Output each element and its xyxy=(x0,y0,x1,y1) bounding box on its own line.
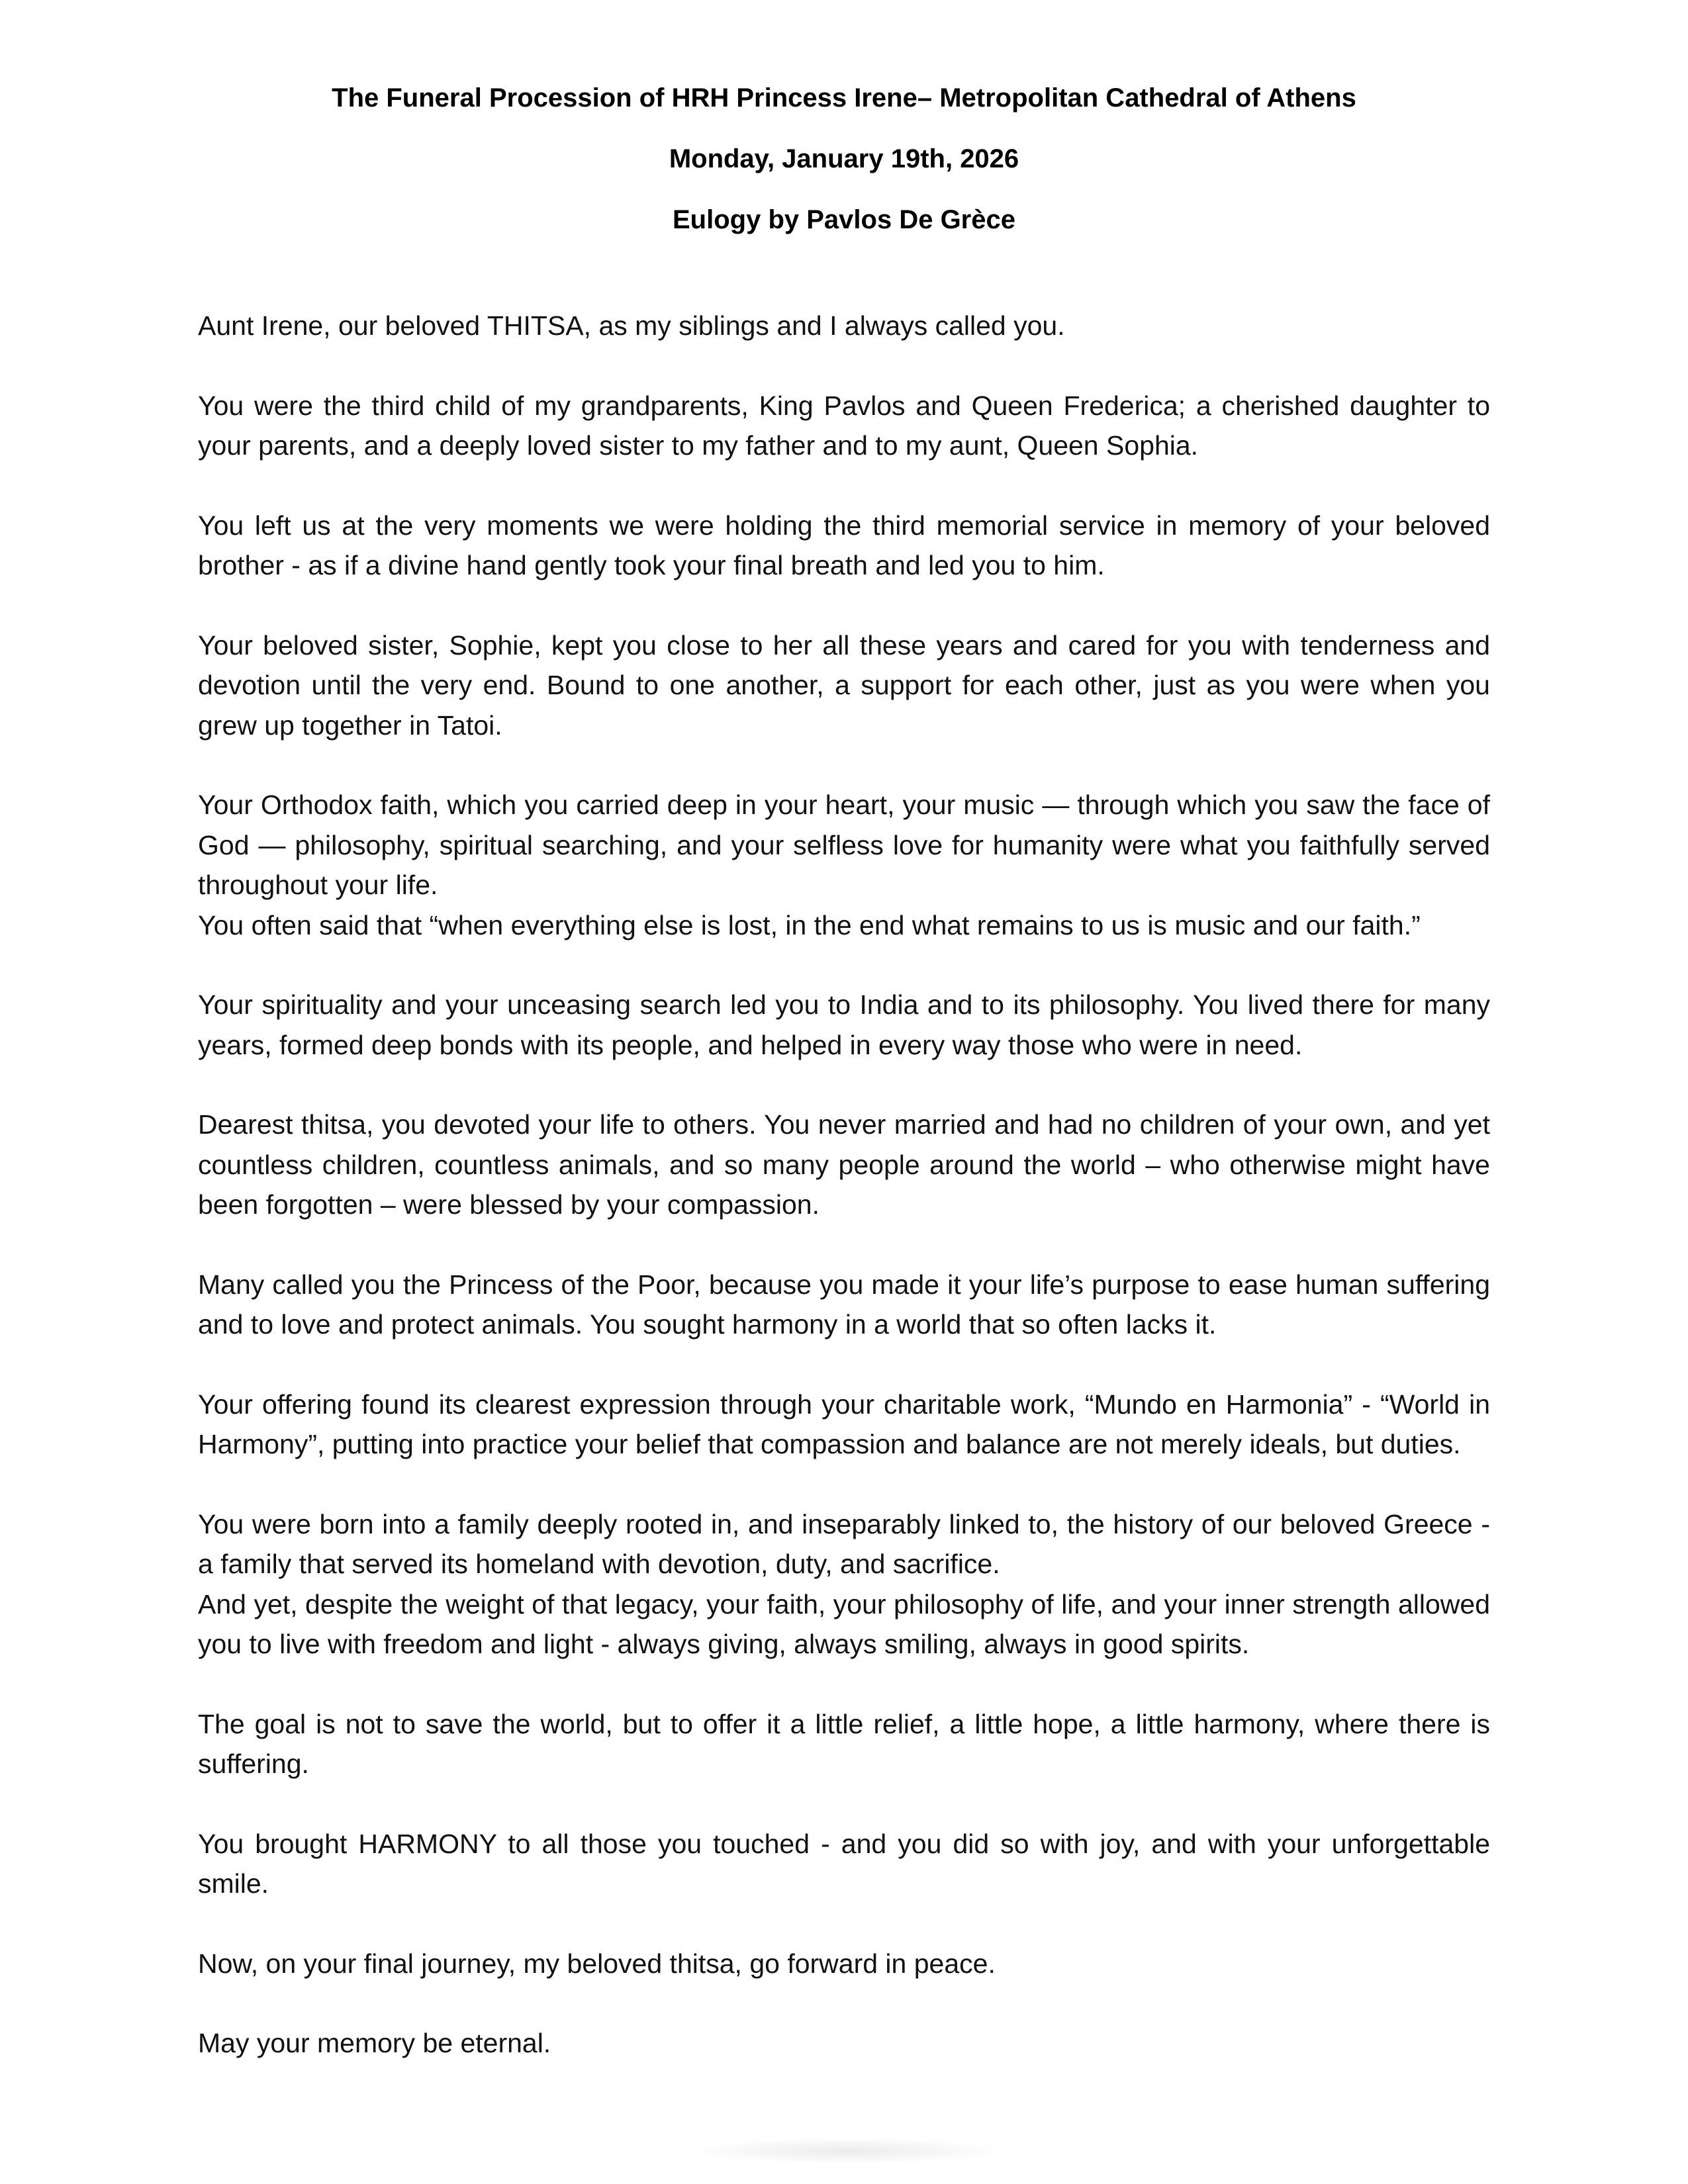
paragraph-princess-of-poor: Many called you the Princess of the Poor, because you made it your life’s purpose to ease human suffering and to love and protect animals. You sought harmony in a world that so often lacks it. xyxy=(198,1269,1490,1340)
paragraph-heritage: You were born into a family deeply rooted in, and inseparably linked to, the history of our beloved Greece - a family that served its homeland with devotion, duty, and sacrifice. xyxy=(198,1508,1490,1579)
paragraph-india: Your spirituality and your unceasing search led you to India and to its philosophy. You lived there for many years, formed deep bonds with its people, and helped in every way those who were in need. xyxy=(198,989,1490,1060)
page-title: The Funeral Procession of HRH Princess Irene– Metropolitan Cathedral of Athens xyxy=(332,83,1356,113)
service-date: Monday, January 19th, 2026 xyxy=(669,144,1019,173)
paragraph-legacy: And yet, despite the weight of that legacy, your faith, your philosophy of life, and your inner strength allowed you to live with freedom and light - always giving, always smiling, always in good spirits. xyxy=(198,1588,1490,1659)
paragraph-devotion: Dearest thitsa, you devoted your life to others. You never married and had no children of your own, and yet countless children, countless animals, and so many people around the world – who otherwise might have been forgotten – were blessed by your compassion. xyxy=(198,1109,1490,1220)
paragraph-family: You were the third child of my grandparents, King Pavlos and Queen Frederica; a cherished daughter to your parents, and a deeply loved sister to my father and to my aunt, Queen Sophia. xyxy=(198,390,1490,461)
paragraph-goal: The goal is not to save the world, but to offer it a little relief, a little hope, a little harmony, where there is suffering. xyxy=(198,1708,1490,1779)
paragraph-sister: Your beloved sister, Sophie, kept you close to her all these years and cared for you with tenderness and devotion until the very end. Bound to one another, a support for each other, just as you were when you grew up together in Tatoi. xyxy=(198,629,1490,741)
paragraph-memorial: You left us at the very moments we were holding the third memorial service in memory of your beloved brother - as if a divine hand gently took your final breath and led you to him. xyxy=(198,510,1490,580)
paragraph-harmony: You brought HARMONY to all those you touched - and you did so with joy, and with your unforgettable smile. xyxy=(198,1828,1490,1899)
eulogy-body xyxy=(198,306,1490,2103)
paragraph-opening: Aunt Irene, our beloved THITSA, as my siblings and I always called you. xyxy=(198,310,1065,341)
paragraph-memory: May your memory be eternal. xyxy=(198,2028,551,2058)
scan-smudge xyxy=(688,2138,1006,2164)
paragraph-quote: You often said that “when everything else is lost, in the end what remains to us is music and our faith.” xyxy=(198,909,1421,940)
paragraph-faith: Your Orthodox faith, which you carried deep in your heart, your music — through which you saw the face of God — philosophy, spiritual searching, and your selfless love for humanity were what you faithfully served throughout your life. xyxy=(198,790,1490,900)
paragraph-charity: Your offering found its clearest expression through your charitable work, “Mundo en Harmonia” - “World in Harmony”, putting into practice your belief that compassion and balance are not merely ideals, but duties. xyxy=(198,1388,1490,1459)
eulogy-byline: Eulogy by Pavlos De Grèce xyxy=(673,205,1015,234)
paragraph-farewell: Now, on your final journey, my beloved thitsa, go forward in peace. xyxy=(198,1948,996,1979)
